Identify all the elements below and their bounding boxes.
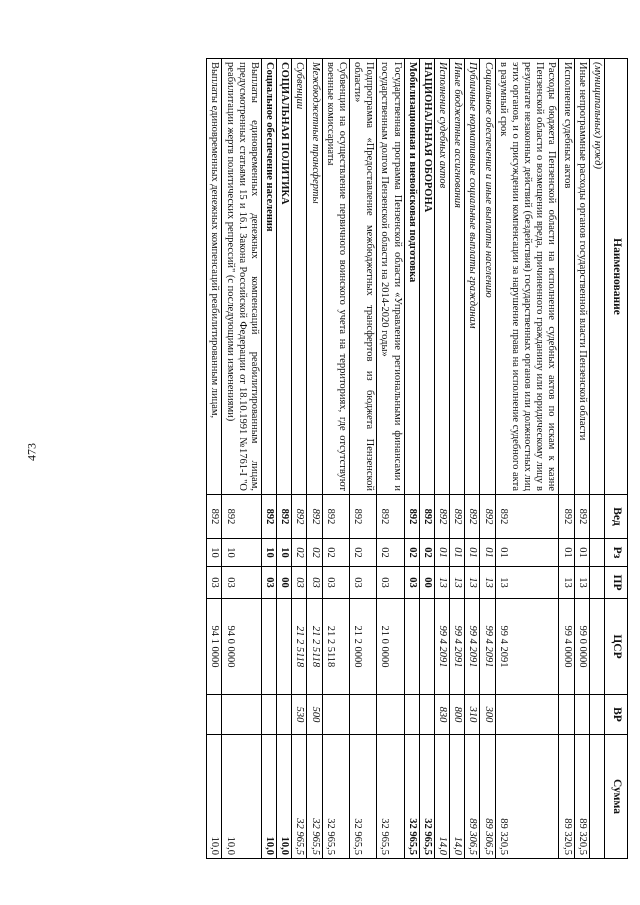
row-name: Иные бюджетные ассигнования (450, 59, 465, 495)
row-csr: 99 4 2091 (495, 599, 559, 695)
row-rz: 02 (292, 539, 307, 567)
row-rz: 02 (307, 539, 322, 567)
table-row (207, 59, 222, 859)
row-name: (муниципальных) нужд) (589, 59, 604, 495)
row-ved: 892 (261, 495, 276, 539)
row-name: Социальное обеспечение населения (261, 59, 276, 495)
header-csr: ЦСР (605, 599, 628, 695)
row-sum: 89 320,5 (574, 735, 589, 859)
row-vr (222, 695, 262, 735)
row-name: Подпрограмма «Предоставление межбюджетных трансфертов из бюджета Пензенской области» (349, 59, 376, 495)
row-csr: 99 4 2091 (480, 599, 495, 695)
row-pr: 03 (322, 567, 349, 599)
row-name: Мобилизационная и вневойсковая подготовка (404, 59, 419, 495)
row-sum: 32 965,5 (349, 735, 376, 859)
row-sum: 89 306,5 (465, 735, 480, 859)
row-pr: 03 (307, 567, 322, 599)
row-csr (589, 599, 604, 695)
row-rz: 02 (377, 539, 404, 567)
table-row (377, 59, 404, 859)
row-sum: 32 965,5 (322, 735, 349, 859)
row-sum: 89 320,5 (495, 735, 559, 859)
row-vr (495, 695, 559, 735)
row-vr (207, 695, 222, 735)
row-sum (589, 735, 604, 859)
row-rz: 01 (574, 539, 589, 567)
row-ved: 892 (377, 495, 404, 539)
row-sum: 32 965,5 (292, 735, 307, 859)
row-ved: 892 (434, 495, 449, 539)
row-ved: 892 (419, 495, 434, 539)
row-pr: 03 (404, 567, 419, 599)
row-name: СОЦИАЛЬНАЯ ПОЛИТИКА (277, 59, 292, 495)
row-ved: 892 (222, 495, 262, 539)
header-pr: ПР (605, 567, 628, 599)
row-csr (419, 599, 434, 695)
header-ved: Вед (605, 495, 628, 539)
table-row (222, 59, 262, 859)
row-rz: 10 (222, 539, 262, 567)
table-row (574, 59, 589, 859)
row-vr (574, 695, 589, 735)
row-pr: 03 (292, 567, 307, 599)
row-ved: 892 (559, 495, 574, 539)
row-vr (261, 695, 276, 735)
row-pr: 13 (559, 567, 574, 599)
row-name: Исполнение судебных актов (434, 59, 449, 495)
row-sum: 89 306,5 (480, 735, 495, 859)
table-row (307, 59, 322, 859)
row-vr (377, 695, 404, 735)
table-row (480, 59, 495, 859)
row-csr: 21 2 5118 (292, 599, 307, 695)
row-rz: 10 (261, 539, 276, 567)
table-row (349, 59, 376, 859)
row-sum: 10,0 (261, 735, 276, 859)
row-rz: 02 (322, 539, 349, 567)
row-vr: 500 (307, 695, 322, 735)
row-ved: 892 (465, 495, 480, 539)
budget-table (206, 58, 628, 859)
table-row (419, 59, 434, 859)
row-pr: 13 (450, 567, 465, 599)
row-pr: 13 (480, 567, 495, 599)
row-csr: 99 4 2091 (450, 599, 465, 695)
row-csr (277, 599, 292, 695)
row-csr: 99 4 2091 (465, 599, 480, 695)
header-sum: Сумма (605, 735, 628, 859)
row-name: Публичные нормативные социальные выплаты гражданам (465, 59, 480, 495)
row-rz: 01 (450, 539, 465, 567)
table-row (450, 59, 465, 859)
page-number: 473 (24, 443, 39, 461)
row-pr (589, 567, 604, 599)
row-pr: 03 (377, 567, 404, 599)
row-vr: 310 (465, 695, 480, 735)
row-name: Субвенции (292, 59, 307, 495)
row-rz: 02 (404, 539, 419, 567)
row-pr: 13 (434, 567, 449, 599)
row-name: Выплаты единовременных денежных компенсаций реабилитированным лицам, (207, 59, 222, 495)
row-ved: 892 (450, 495, 465, 539)
row-vr: 800 (450, 695, 465, 735)
header-rz: Рз (605, 539, 628, 567)
row-vr (419, 695, 434, 735)
row-sum: 14,0 (434, 735, 449, 859)
row-csr: 21 2 0000 (349, 599, 376, 695)
row-name: Выплаты единовременных денежных компенсаций реабилитированным лицам, предусмотренных статьями 15 и 16.1 Закона Российской Федерации от 18.10.1991 №1761-I "О реабилитации жертв политических репрессий" (с последующими изменениями) (222, 59, 262, 495)
row-vr: 830 (434, 695, 449, 735)
header-vr: ВР (605, 695, 628, 735)
row-ved: 892 (574, 495, 589, 539)
row-ved: 892 (322, 495, 349, 539)
row-ved: 892 (292, 495, 307, 539)
row-sum: 32 965,5 (419, 735, 434, 859)
row-sum: 10,0 (207, 735, 222, 859)
row-vr (559, 695, 574, 735)
row-pr: 13 (495, 567, 559, 599)
row-sum: 32 965,5 (404, 735, 419, 859)
row-ved: 892 (207, 495, 222, 539)
row-rz: 01 (559, 539, 574, 567)
row-rz: 01 (434, 539, 449, 567)
row-sum: 32 965,5 (377, 735, 404, 859)
row-rz: 02 (349, 539, 376, 567)
row-pr: 00 (419, 567, 434, 599)
row-ved: 892 (480, 495, 495, 539)
row-csr: 99 4 0000 (559, 599, 574, 695)
row-rz: 10 (277, 539, 292, 567)
row-pr: 13 (465, 567, 480, 599)
row-name: Государственная программа Пензенской области «Управление региональными финансами и государственным долгом Пензенской области на 2014-2020 годы» (377, 59, 404, 495)
row-pr: 13 (574, 567, 589, 599)
row-pr: 03 (261, 567, 276, 599)
row-ved: 892 (495, 495, 559, 539)
row-name: Иные непрограммные расходы органов государственной власти Пензенской области (574, 59, 589, 495)
row-rz: 01 (465, 539, 480, 567)
row-csr: 99 0 0000 (574, 599, 589, 695)
row-ved: 892 (307, 495, 322, 539)
row-rz: 01 (480, 539, 495, 567)
row-name: Расходы бюджета Пензенской области на исполнение судебных актов по искам к казне Пензенской области о возмещении вреда, причиненного гражданину или юридическому лицу в результате незаконных действий (бездействия) государственных органов или должностных лиц этих органов, и о присуждении компенсации за нарушение права на исполнение судебного акта в разумный срок (495, 59, 559, 495)
row-name: Межбюджетные трансферты (307, 59, 322, 495)
table-row (261, 59, 276, 859)
row-vr (277, 695, 292, 735)
row-ved (589, 495, 604, 539)
table-row (292, 59, 307, 859)
row-vr (322, 695, 349, 735)
table-row (434, 59, 449, 859)
row-vr (589, 695, 604, 735)
row-ved: 892 (404, 495, 419, 539)
row-rz (589, 539, 604, 567)
row-sum: 10,0 (277, 735, 292, 859)
row-ved: 892 (277, 495, 292, 539)
header-name: Наименование (605, 59, 628, 495)
table-row (465, 59, 480, 859)
row-csr: 94 0 0000 (222, 599, 262, 695)
row-csr: 94 1 0000 (207, 599, 222, 695)
row-sum: 14,0 (450, 735, 465, 859)
row-sum: 32 965,5 (307, 735, 322, 859)
row-pr: 03 (207, 567, 222, 599)
row-csr: 21 2 5118 (307, 599, 322, 695)
row-csr (404, 599, 419, 695)
rotated-table-container (68, 58, 628, 858)
table-row (495, 59, 559, 859)
table-row (322, 59, 349, 859)
row-name: Субвенции на осуществление первичного воинского учета на территориях, где отсутствуют военные комиссариаты (322, 59, 349, 495)
row-pr: 03 (349, 567, 376, 599)
row-name: НАЦИОНАЛЬНАЯ ОБОРОНА (419, 59, 434, 495)
table-header-row (605, 59, 628, 859)
table-row (589, 59, 604, 859)
row-pr: 00 (277, 567, 292, 599)
row-sum: 89 320,5 (559, 735, 574, 859)
row-vr (349, 695, 376, 735)
row-rz: 10 (207, 539, 222, 567)
row-csr: 99 4 2091 (434, 599, 449, 695)
row-rz: 01 (495, 539, 559, 567)
row-vr: 530 (292, 695, 307, 735)
table-row (404, 59, 419, 859)
row-ved: 892 (349, 495, 376, 539)
table-row (559, 59, 574, 859)
row-csr (261, 599, 276, 695)
row-name: Социальное обеспечение и иные выплаты населению (480, 59, 495, 495)
row-vr: 300 (480, 695, 495, 735)
row-csr: 21 0 0000 (377, 599, 404, 695)
row-vr (404, 695, 419, 735)
row-sum: 10,0 (222, 735, 262, 859)
row-name: Исполнение судебных актов (559, 59, 574, 495)
row-rz: 02 (419, 539, 434, 567)
row-csr: 21 2 5118 (322, 599, 349, 695)
row-pr: 03 (222, 567, 262, 599)
table-row (277, 59, 292, 859)
